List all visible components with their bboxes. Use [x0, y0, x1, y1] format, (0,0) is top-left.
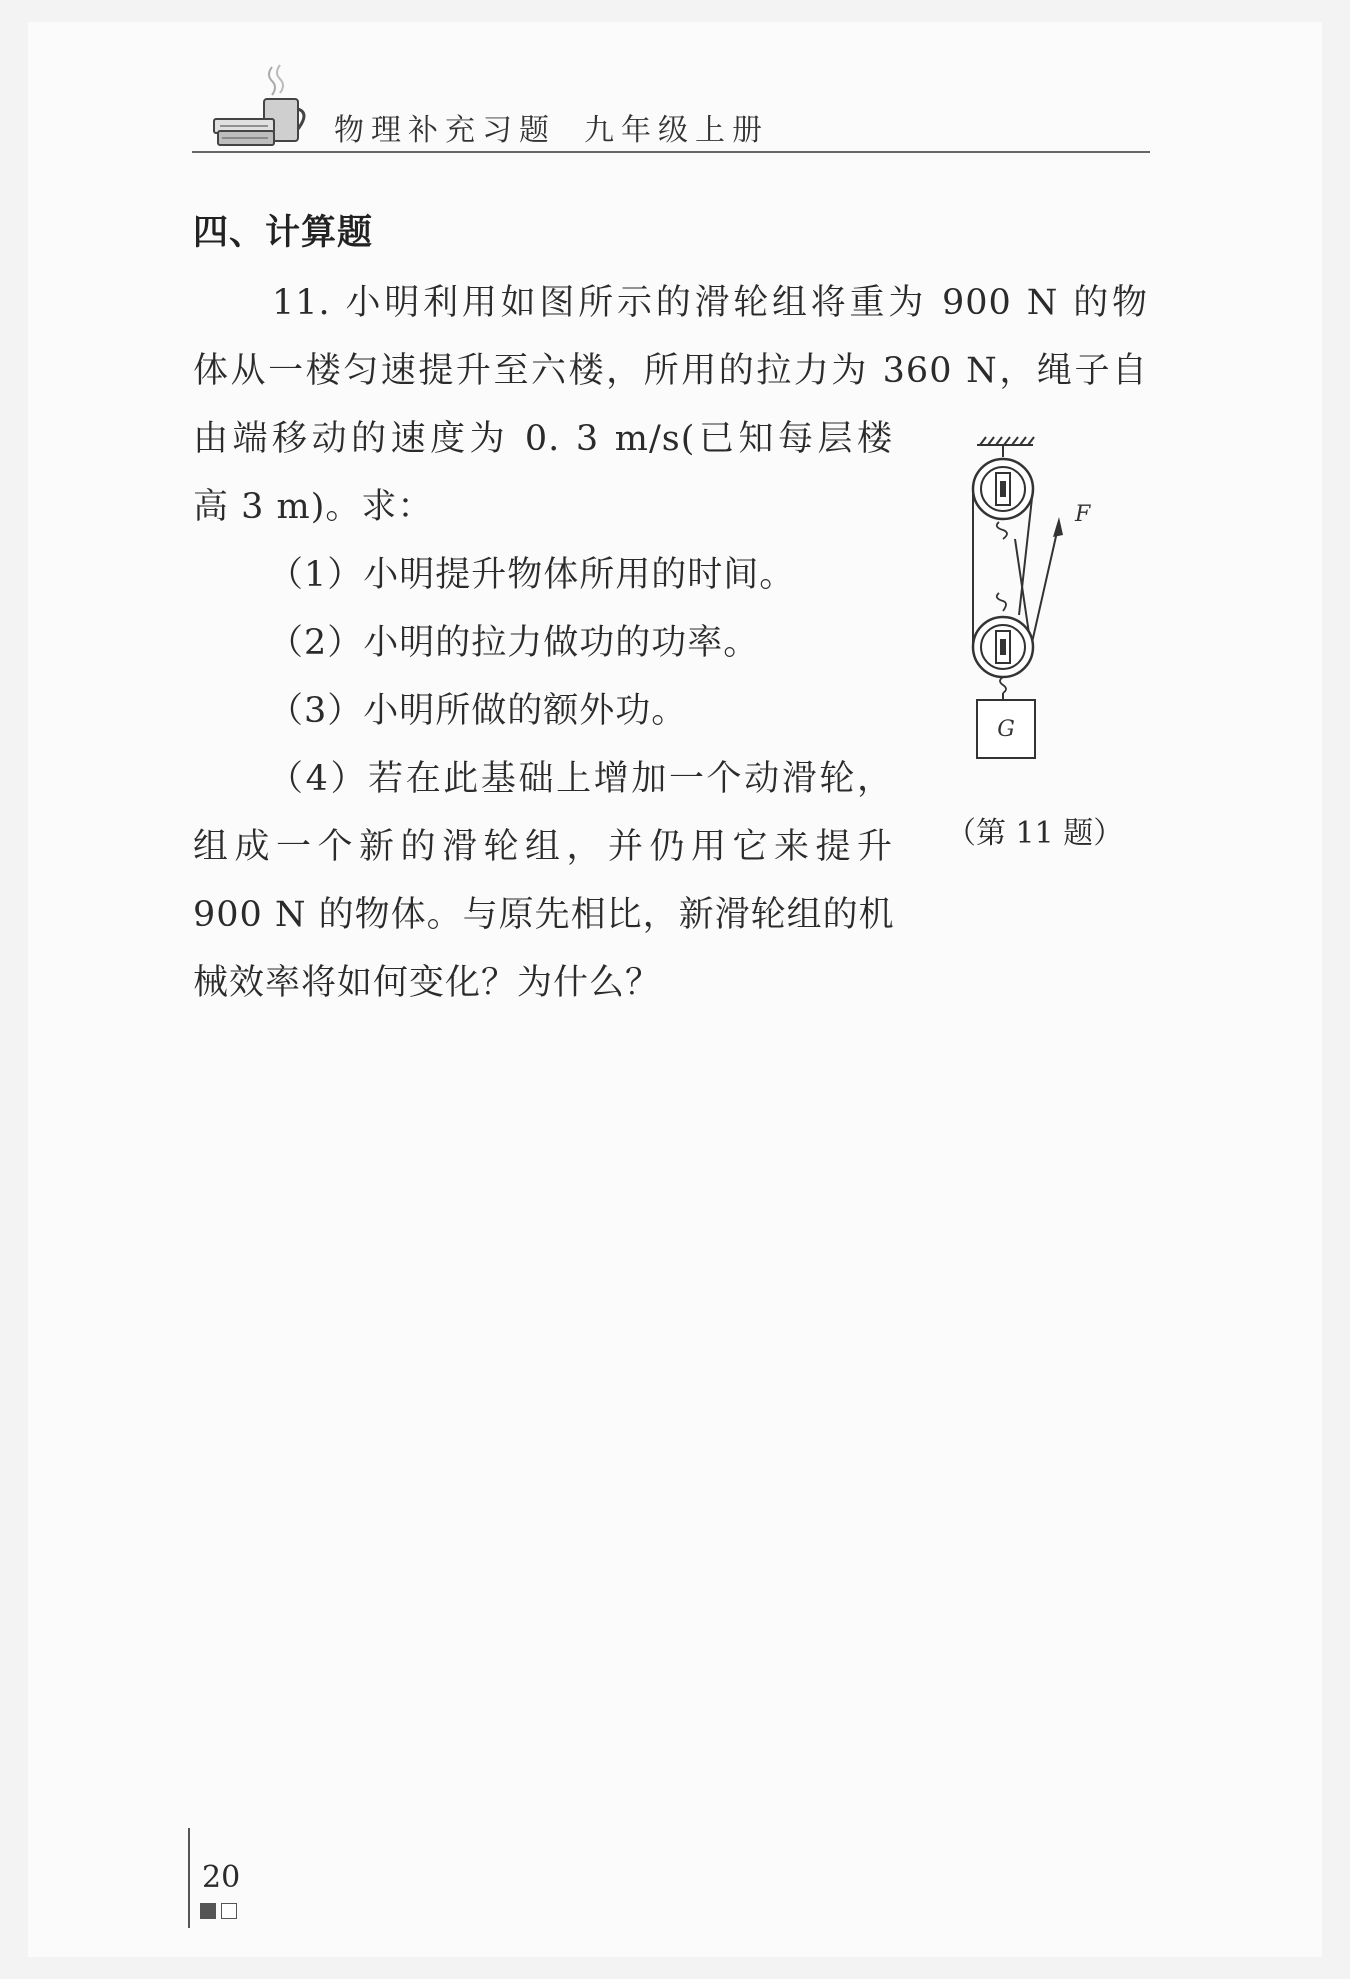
header-rule: [192, 151, 1150, 153]
question-3: （3）小明所做的额外功。: [268, 691, 688, 731]
figure-caption: （第 11 题）: [946, 816, 1124, 851]
books-and-cup-icon: [210, 61, 310, 151]
page-header: [192, 55, 1152, 155]
problem-line-1: 11. 小明利用如图所示的滑轮组将重为 900 N 的物: [272, 283, 1148, 323]
fixed-pulley: [973, 459, 1033, 519]
question-1: （1）小明提升物体所用的时间。: [268, 555, 796, 595]
problem-line-2: 体从一楼匀速提升至六楼，所用的拉力为 360 N，绳子自: [193, 351, 1148, 391]
empty-square-icon: [221, 1903, 237, 1919]
section-heading: 四、计算题: [193, 213, 374, 253]
book-subject: 物理补充习题: [334, 113, 556, 148]
weight-label: G: [997, 717, 1015, 742]
force-label: F: [1075, 502, 1091, 527]
question-4-line-3: 900 N 的物体。与原先相比，新滑轮组的机: [193, 895, 895, 935]
movable-pulley: [973, 617, 1033, 677]
footer-rule: [188, 1828, 190, 1928]
header-title: [334, 105, 769, 149]
question-4-line-2: 组成一个新的滑轮组，并仍用它来提升: [193, 827, 893, 867]
book-grade: 九年级上册: [584, 113, 769, 148]
problem-line-3: 由端移动的速度为 0. 3 m/s(已知每层楼: [193, 419, 893, 459]
question-4: （4）若在此基础上增加一个动滑轮，: [268, 759, 893, 799]
page-number: 20: [202, 1860, 241, 1895]
free-rope-end: [1031, 523, 1059, 647]
question-2: （2）小明的拉力做功的功率。: [268, 623, 760, 663]
force-arrow-icon: [1053, 517, 1063, 537]
pulley-diagram: [955, 425, 1115, 795]
ceiling-hatch: [977, 437, 1034, 445]
question-4-line-4: 械效率将如何变化？为什么？: [193, 963, 662, 1003]
problem-line-4: 高 3 m)。求：: [193, 487, 434, 527]
filled-square-icon: [200, 1903, 216, 1919]
